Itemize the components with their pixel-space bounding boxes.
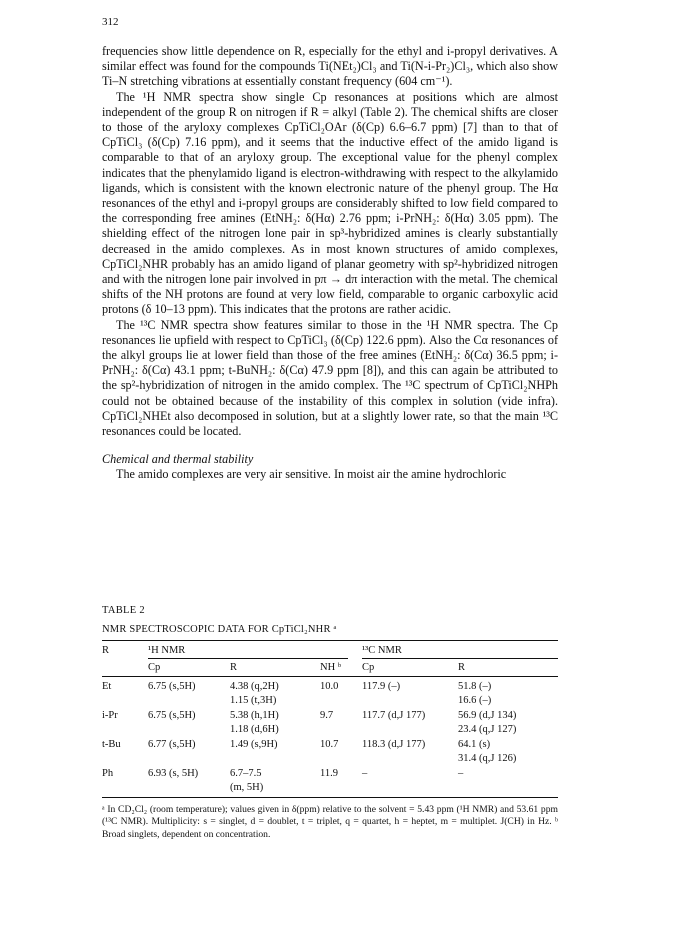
nmr-table-block bbox=[102, 604, 558, 841]
paragraph-2: The ¹H NMR spectra show single Cp resonances at positions which are almost independent of the group R on nitrogen if R = alkyl (Table 2). The chemical shifts are closer to those of the aryloxy complexes CpTiCl₂OAr (δ(Cp) 6.6–6.7 ppm) [7] than to that of CpTiCl₃ (δ(Cp) 7.16 ppm), and it seems that the inductive effect of the amido ligand is comparable to that of an aryloxy group. The exceptional value for the phenyl complex indicates that the phenylamido ligand is electron-withdrawing with respect to the alkylamido ligands, which is consistent with the known electronic nature of the phenyl group. The Hα resonances of the ethyl and i-propyl groups are considerably shifted to low field compared to the corresponding free amines (EtNH₂: δ(Hα) 2.76 ppm; i-PrNH₂: δ(Hα) 3.05 ppm). The shielding effect of the nitrogen lone pair in sp³-hybridized amines is clearly substantially decreased in the amido complexes. As in most known structures of amido complexes, CpTiCl₂NHR probably has an amido ligand of planar geometry with sp²-hybridized nitrogen and with the nitrogen lone pair involved in pπ → dπ interaction with the metal. The chemical shifts of the NH protons are found at very low field, comparable to organic carboxylic acid protons (δ 10–13 ppm). This indicates that the protons are rather acidic. bbox=[102, 89, 558, 317]
cell-nh: 11.9 bbox=[320, 768, 338, 779]
cell-r: i-Pr bbox=[102, 710, 118, 721]
cell-c-cp: – bbox=[362, 768, 368, 779]
cell-h-r: 6.7–7.5 (m, 5H) bbox=[230, 768, 264, 793]
header-c-r: R bbox=[458, 661, 466, 673]
table-label: TABLE 2 bbox=[102, 605, 145, 616]
cell-c-cp: 117.9 (–) bbox=[362, 681, 401, 692]
header-13c-nmr: ¹³C NMR bbox=[362, 641, 558, 659]
cell-h-r: 5.38 (h,1H) 1.18 (d,6H) bbox=[230, 710, 279, 735]
paragraph-3: The ¹³C NMR spectra show features similar to those in the ¹H NMR spectra. The Cp resonances lie upfield with respect to CpTiCl₃ (δ(Cp) 122.6 ppm). Also the Cα resonances of the alkyl groups lie at lower field than those of the free amines (EtNH₂: δ(Cα) 36.5 ppm; i-PrNH₂: δ(Cα) 43.1 ppm; t-BuNH₂: δ(Cα) 47.9 ppm [8]), and this can again be attributed to the sp²-hybridization of nitrogen in the amido complex. The ¹³C spectrum of CpTiCl₂NHPh could not be obtained because of the instability of this complex in solution (vide infra). CpTiCl₂NHEt also decomposed in solution, but at a slightly lower rate, so that the main ¹³C resonances could be located. bbox=[102, 317, 558, 439]
cell-c-r: 56.9 (d,J 134) 23.4 (q,J 127) bbox=[458, 710, 517, 735]
header-nh: NH ᵇ bbox=[320, 661, 342, 673]
cell-h-cp: 6.75 (s,5H) bbox=[148, 681, 196, 692]
cell-nh: 9.7 bbox=[320, 710, 334, 721]
table-footnote: ᵃ In CD₂Cl₂ (room temperature); values given in δ(ppm) relative to the solvent = 5.43 ppm (¹H NMR) and 53.61 ppm (¹³C NMR). Multiplicity: s = singlet, d = doublet, t = triplet, q = quartet, h = heptet, m = multiplet. J(CH) in Hz. ᵇ Broad singlets, dependent on concentration. bbox=[102, 804, 558, 840]
header-1h-nmr: ¹H NMR bbox=[148, 641, 362, 659]
header-r: R bbox=[102, 645, 110, 656]
paragraph-1: frequencies show little dependence on R, especially for the ethyl and i-propyl derivatives. A similar effect was found for the compounds Ti(NEt₂)Cl₃ and Ti(N-i-Pr₂)Cl₃, which also show Ti–N stretching vibrations at essentially constant frequency (604 cm⁻¹). bbox=[102, 44, 558, 89]
table-header-group bbox=[102, 641, 558, 659]
section-paragraph: The amido complexes are very air sensitive. In moist air the amine hydrochloric bbox=[116, 467, 507, 482]
body-text bbox=[102, 44, 558, 483]
cell-c-cp: 117.7 (d,J 177) bbox=[362, 710, 426, 721]
table-row bbox=[102, 736, 558, 765]
table-row bbox=[102, 707, 558, 736]
header-c-cp: Cp bbox=[362, 661, 375, 673]
cell-h-r: 4.38 (q,2H) 1.15 (t,3H) bbox=[230, 681, 279, 706]
cell-nh: 10.7 bbox=[320, 739, 339, 750]
cell-r: t-Bu bbox=[102, 739, 121, 750]
cell-h-cp: 6.93 (s, 5H) bbox=[148, 768, 199, 779]
table-row bbox=[102, 677, 558, 708]
cell-h-r: 1.49 (s,9H) bbox=[230, 739, 278, 750]
cell-nh: 10.0 bbox=[320, 681, 339, 692]
section-heading: Chemical and thermal stability bbox=[102, 452, 254, 467]
cell-h-cp: 6.75 (s,5H) bbox=[148, 710, 196, 721]
cell-c-r: 51.8 (–) 16.6 (–) bbox=[458, 681, 492, 706]
cell-c-cp: 118.3 (d,J 177) bbox=[362, 739, 426, 750]
table-header-sub bbox=[102, 659, 558, 677]
cell-r: Et bbox=[102, 681, 112, 692]
page-number: 312 bbox=[102, 16, 119, 28]
cell-h-cp: 6.77 (s,5H) bbox=[148, 739, 196, 750]
cell-c-r: – bbox=[458, 768, 464, 779]
header-h-cp: Cp bbox=[148, 661, 161, 673]
nmr-table bbox=[102, 640, 558, 798]
table-title: NMR SPECTROSCOPIC DATA FOR CpTiCl₂NHR ᵃ bbox=[102, 623, 337, 635]
cell-c-r: 64.1 (s) 31.4 (q,J 126) bbox=[458, 739, 517, 764]
table-row bbox=[102, 765, 558, 798]
cell-r: Ph bbox=[102, 768, 114, 779]
header-h-r: R bbox=[230, 661, 238, 673]
